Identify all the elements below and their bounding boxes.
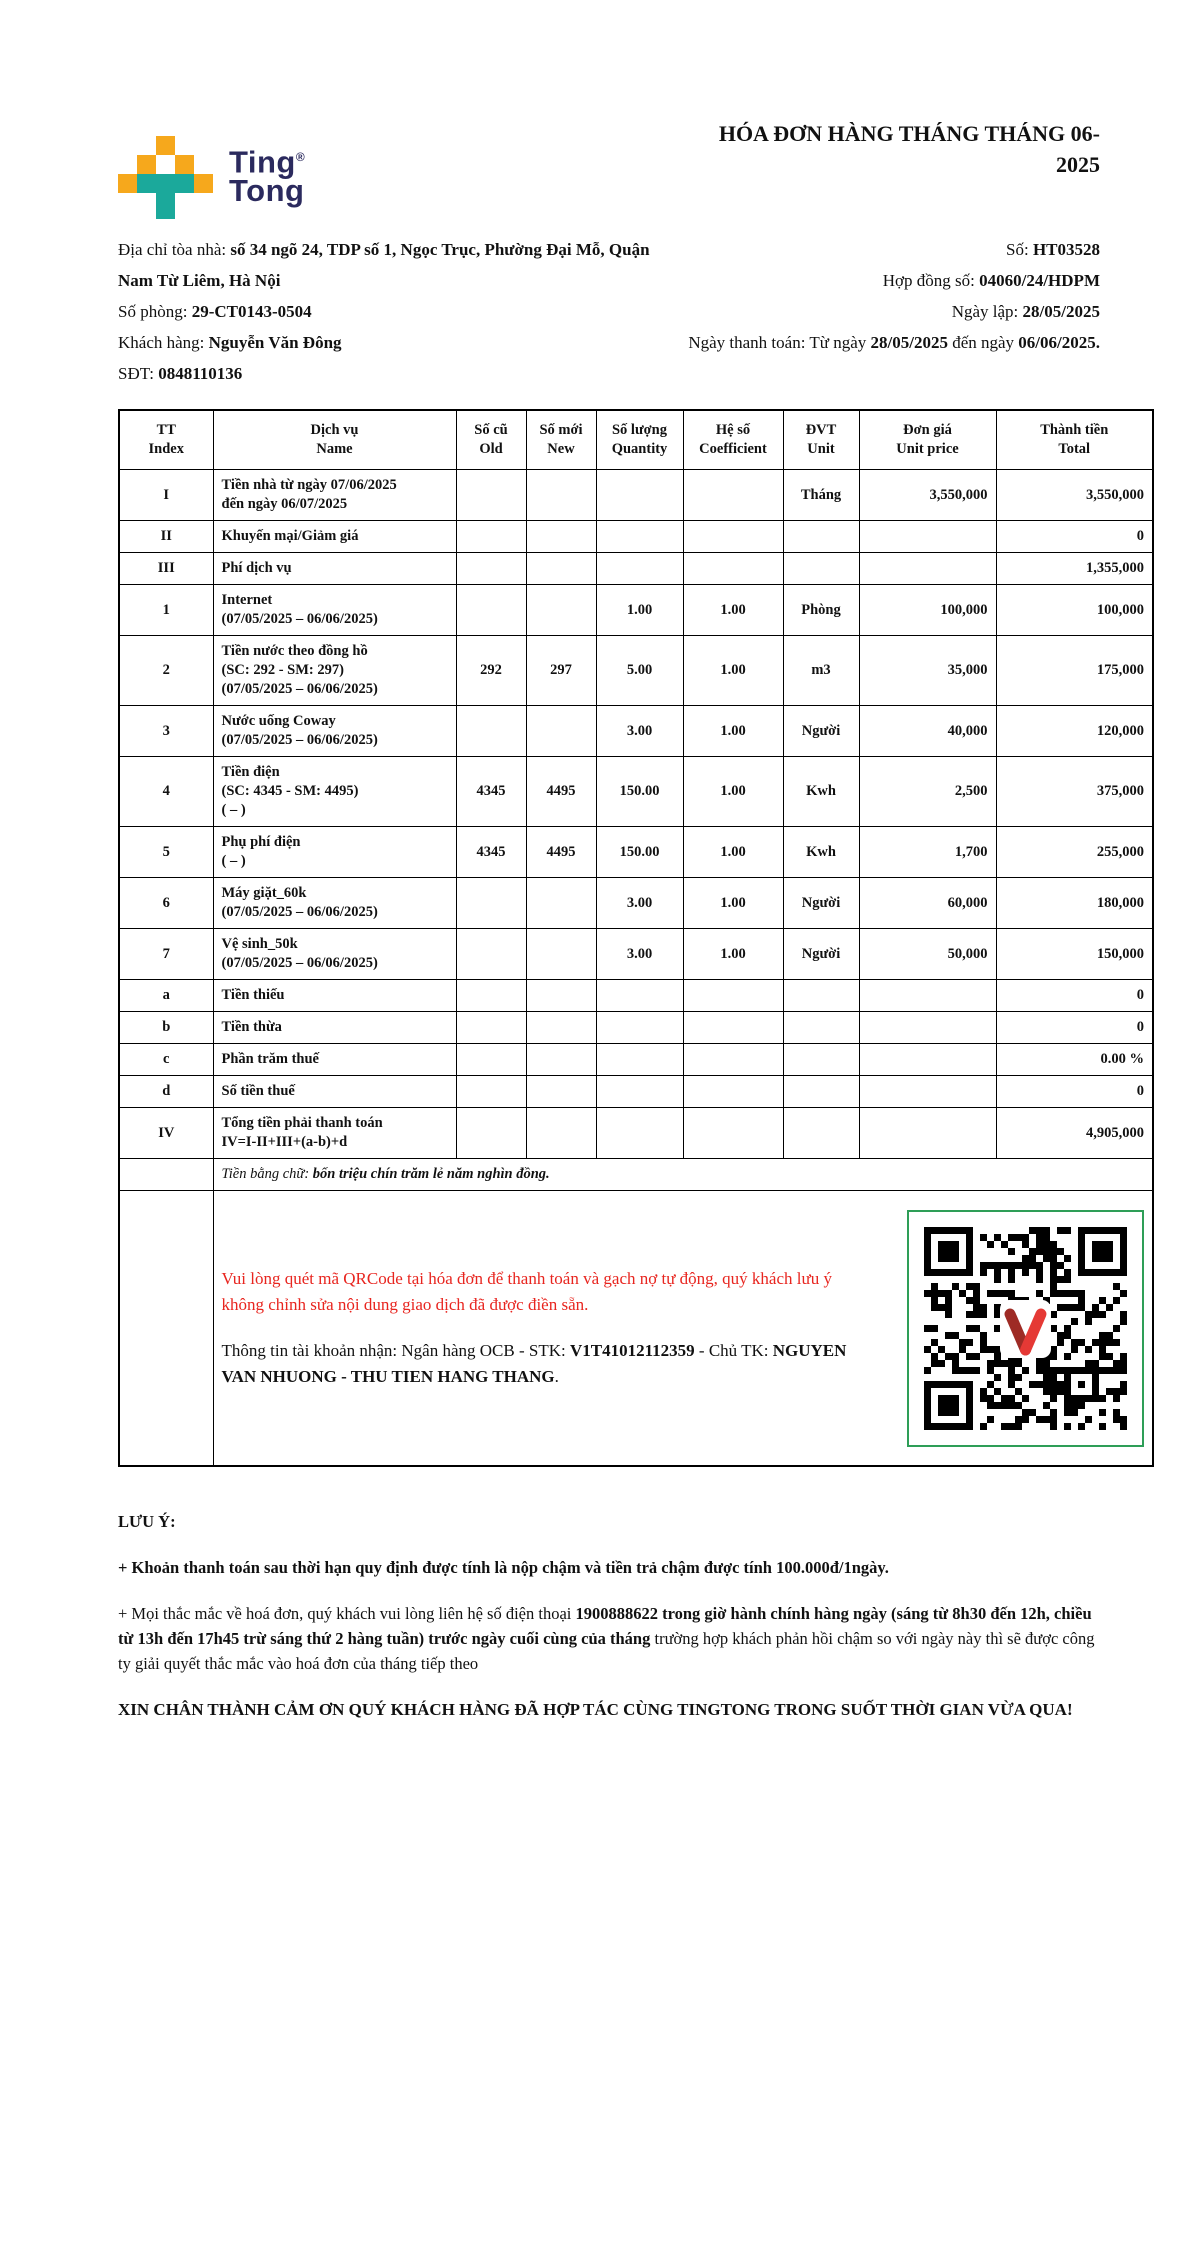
cell-service-name: Khuyến mại/Giảm giá [213, 521, 456, 553]
cell-service-name: Tổng tiền phải thanh toán IV=I-II+III+(a-b)+d [213, 1108, 456, 1159]
cell-total-amount: 0 [996, 1012, 1153, 1044]
cell-quantity [596, 1108, 683, 1159]
cell-total-amount: 0 [996, 980, 1153, 1012]
cell-unit-price [859, 1108, 996, 1159]
cell-unit: Phòng [783, 585, 859, 636]
cell-unit [783, 1044, 859, 1076]
cell-unit: Tháng [783, 470, 859, 521]
cell-new-reading [526, 1012, 596, 1044]
column-header: Số cũ Old [456, 410, 526, 470]
cell-unit-price [859, 1012, 996, 1044]
cell-unit-price: 60,000 [859, 878, 996, 929]
cell-new-reading [526, 706, 596, 757]
invoice-title-line2: 2025 [1056, 152, 1100, 177]
cell-unit [783, 1076, 859, 1108]
cell-unit-price: 35,000 [859, 636, 996, 706]
cell-unit-price [859, 980, 996, 1012]
info-line: Khách hàng: Nguyễn Văn Đông [118, 333, 342, 352]
charges-table-body [119, 470, 1153, 1159]
column-header: ĐVT Unit [783, 410, 859, 470]
cell-total-amount: 100,000 [996, 585, 1153, 636]
info-line: Ngày thanh toán: Từ ngày 28/05/2025 đến ngày 06/06/2025. [688, 333, 1100, 352]
cell-row-index: 5 [119, 827, 213, 878]
cell-quantity [596, 1012, 683, 1044]
logo-word-ting: Ting [229, 144, 296, 180]
cell-unit-price: 1,700 [859, 827, 996, 878]
cell-unit: Người [783, 878, 859, 929]
column-header: TT Index [119, 410, 213, 470]
logo-pixel [194, 174, 213, 193]
logo-pixel [175, 155, 194, 174]
cell-empty [119, 1191, 213, 1467]
table-row [119, 827, 1153, 878]
cell-coefficient [683, 1108, 783, 1159]
info-line: Số: HT03528 [1006, 240, 1100, 259]
cell-old-reading [456, 1108, 526, 1159]
table-row [119, 553, 1153, 585]
invoice-title-line1: HÓA ĐƠN HÀNG THÁNG THÁNG 06- [718, 121, 1100, 146]
cell-coefficient [683, 1012, 783, 1044]
cell-row-index: 6 [119, 878, 213, 929]
cell-quantity: 3.00 [596, 878, 683, 929]
column-header: Dịch vụ Name [213, 410, 456, 470]
cell-row-index: d [119, 1076, 213, 1108]
logo-pixel [156, 136, 175, 155]
cell-coefficient: 1.00 [683, 585, 783, 636]
cell-row-index: c [119, 1044, 213, 1076]
bank-account-info: Thông tin tài khoản nhận: Ngân hàng OCB - STK: V1T41012112359 - Chủ TK: NGUYEN VAN NHUONG - THU TIEN HANG THANG. [221, 1341, 847, 1386]
invoice-title [719, 118, 1100, 180]
cell-total-amount: 180,000 [996, 878, 1153, 929]
cell-total-amount: 255,000 [996, 827, 1153, 878]
cell-total-amount: 1,355,000 [996, 553, 1153, 585]
cell-service-name: Internet (07/05/2025 – 06/06/2025) [213, 585, 456, 636]
amount-in-words-row [119, 1159, 1153, 1191]
cell-unit-price [859, 521, 996, 553]
cell-row-index: b [119, 1012, 213, 1044]
charges-table-header [119, 410, 1153, 470]
cell-quantity [596, 521, 683, 553]
cell-new-reading [526, 878, 596, 929]
cell-unit [783, 521, 859, 553]
cell-old-reading [456, 1076, 526, 1108]
qr-row [119, 1191, 1153, 1467]
cell-old-reading [456, 1044, 526, 1076]
qr-payment-cell [213, 1191, 1153, 1467]
footer-notes [118, 1509, 1152, 1722]
cell-row-index: 4 [119, 757, 213, 827]
cell-coefficient: 1.00 [683, 878, 783, 929]
cell-new-reading [526, 553, 596, 585]
cell-new-reading [526, 1076, 596, 1108]
cell-service-name: Máy giặt_60k (07/05/2025 – 06/06/2025) [213, 878, 456, 929]
cell-total-amount: 0 [996, 1076, 1153, 1108]
cell-row-index: 1 [119, 585, 213, 636]
cell-old-reading [456, 929, 526, 980]
column-header: Thành tiền Total [996, 410, 1153, 470]
cell-quantity: 1.00 [596, 585, 683, 636]
building-customer-info [118, 234, 683, 389]
cell-service-name: Vệ sinh_50k (07/05/2025 – 06/06/2025) [213, 929, 456, 980]
cell-unit: Kwh [783, 757, 859, 827]
cell-coefficient [683, 1044, 783, 1076]
table-row [119, 1044, 1153, 1076]
qr-code-image [924, 1227, 1127, 1430]
cell-row-index: a [119, 980, 213, 1012]
cell-service-name: Tiền thiếu [213, 980, 456, 1012]
table-row [119, 757, 1153, 827]
cell-new-reading [526, 521, 596, 553]
info-line: Hợp đồng số: 04060/24/HDPM [882, 271, 1100, 290]
payment-instructions [222, 1266, 850, 1390]
cell-total-amount: 3,550,000 [996, 470, 1153, 521]
cell-quantity [596, 553, 683, 585]
cell-unit-price: 40,000 [859, 706, 996, 757]
table-row [119, 1012, 1153, 1044]
cell-new-reading [526, 929, 596, 980]
cell-service-name: Tiền điện (SC: 4345 - SM: 4495) ( – ) [213, 757, 456, 827]
cell-service-name: Tiền nước theo đồng hồ (SC: 292 - SM: 297) (07/05/2025 – 06/06/2025) [213, 636, 456, 706]
cell-coefficient [683, 470, 783, 521]
cell-quantity: 3.00 [596, 706, 683, 757]
cell-new-reading: 297 [526, 636, 596, 706]
logo-word-tong: Tong [229, 173, 305, 209]
cell-old-reading [456, 553, 526, 585]
cell-unit-price [859, 1044, 996, 1076]
cell-total-amount: 150,000 [996, 929, 1153, 980]
cell-quantity: 150.00 [596, 827, 683, 878]
cell-total-amount: 4,905,000 [996, 1108, 1153, 1159]
table-row [119, 470, 1153, 521]
column-header: Số lượng Quantity [596, 410, 683, 470]
table-row [119, 585, 1153, 636]
cell-old-reading [456, 878, 526, 929]
cell-new-reading: 4495 [526, 827, 596, 878]
amount-in-words-value: bốn triệu chín trăm lẻ năm nghìn đồng. [312, 1166, 550, 1182]
late-payment-note: + Khoản thanh toán sau thời hạn quy định được tính là nộp chậm và tiền trả chậm được tính 100.000đ/1ngày. [118, 1558, 889, 1577]
qr-code [907, 1210, 1144, 1447]
cell-row-index: 2 [119, 636, 213, 706]
cell-unit-price: 3,550,000 [859, 470, 996, 521]
cell-unit: Người [783, 706, 859, 757]
cell-new-reading [526, 980, 596, 1012]
cell-coefficient: 1.00 [683, 827, 783, 878]
logo-pixel [118, 174, 137, 193]
info-line: Địa chỉ tòa nhà: số 34 ngõ 24, TDP số 1, Ngọc Trục, Phường Đại Mỗ, Quận Nam Từ Liêm, Hà Nội [118, 240, 650, 290]
cell-total-amount: 175,000 [996, 636, 1153, 706]
cell-unit-price: 2,500 [859, 757, 996, 827]
cell-new-reading [526, 470, 596, 521]
table-row [119, 1076, 1153, 1108]
logo-pixel [156, 193, 175, 219]
cell-quantity [596, 470, 683, 521]
cell-row-index: 7 [119, 929, 213, 980]
table-row [119, 878, 1153, 929]
cell-coefficient [683, 980, 783, 1012]
cell-unit [783, 980, 859, 1012]
column-header: Hệ số Coefficient [683, 410, 783, 470]
contact-note: + Mọi thắc mắc về hoá đơn, quý khách vui lòng liên hệ số điện thoại 1900888622 trong giờ hành chính hàng ngày (sáng từ 8h30 đến 12h, chiều từ 13h đến 17h45 trừ sáng thứ 2 hàng tuần) trước ngày cuối cùng của tháng trường hợp khách phản hồi chậm so với ngày này thì sẽ được công ty giải quyết thắc mắc vào hoá đơn của tháng tiếp theo [118, 1604, 1095, 1673]
info-line: SĐT: 0848110136 [118, 364, 243, 383]
cell-coefficient: 1.00 [683, 929, 783, 980]
amount-in-words-label: Tiền bằng chữ: [221, 1166, 313, 1182]
tingtong-logo-text [229, 143, 306, 209]
cell-old-reading: 4345 [456, 827, 526, 878]
cell-old-reading: 292 [456, 636, 526, 706]
tingtong-logo [118, 136, 305, 212]
cell-new-reading [526, 1108, 596, 1159]
cell-unit: m3 [783, 636, 859, 706]
info-line: Số phòng: 29-CT0143-0504 [118, 302, 312, 321]
cell-coefficient [683, 1076, 783, 1108]
cell-coefficient: 1.00 [683, 706, 783, 757]
cell-unit [783, 553, 859, 585]
cell-old-reading [456, 980, 526, 1012]
thank-you-note: XIN CHÂN THÀNH CẢM ƠN QUÝ KHÁCH HÀNG ĐÃ HỢP TÁC CÙNG TINGTONG TRONG SUỐT THỜI GIAN VỪA QUA! [118, 1700, 1073, 1719]
cell-service-name: Phí dịch vụ [213, 553, 456, 585]
cell-service-name: Tiền nhà từ ngày 07/06/2025 đến ngày 06/07/2025 [213, 470, 456, 521]
cell-coefficient [683, 553, 783, 585]
cell-empty [119, 1159, 213, 1191]
cell-total-amount: 0.00 % [996, 1044, 1153, 1076]
cell-coefficient [683, 521, 783, 553]
table-row [119, 929, 1153, 980]
invoice-meta-info [688, 234, 1100, 389]
cell-service-name: Phụ phí điện ( – ) [213, 827, 456, 878]
cell-quantity [596, 1044, 683, 1076]
cell-unit: Kwh [783, 827, 859, 878]
cell-unit: Người [783, 929, 859, 980]
cell-total-amount: 120,000 [996, 706, 1153, 757]
logo-pixel [137, 155, 156, 174]
notes-heading: LƯU Ý: [118, 1512, 176, 1531]
cell-total-amount: 375,000 [996, 757, 1153, 827]
column-header: Đơn giá Unit price [859, 410, 996, 470]
tingtong-logo-icon [118, 136, 213, 212]
cell-unit-price [859, 1076, 996, 1108]
cell-row-index: II [119, 521, 213, 553]
cell-old-reading [456, 470, 526, 521]
cell-coefficient: 1.00 [683, 636, 783, 706]
table-row [119, 521, 1153, 553]
cell-service-name: Số tiền thuế [213, 1076, 456, 1108]
cell-new-reading [526, 1044, 596, 1076]
logo-pixel [137, 174, 194, 193]
amount-in-words-cell [213, 1159, 1153, 1191]
cell-quantity: 150.00 [596, 757, 683, 827]
cell-unit-price: 50,000 [859, 929, 996, 980]
cell-quantity [596, 980, 683, 1012]
column-header: Số mới New [526, 410, 596, 470]
cell-unit [783, 1012, 859, 1044]
invoice-info [118, 234, 1152, 389]
table-row [119, 1108, 1153, 1159]
cell-new-reading: 4495 [526, 757, 596, 827]
cell-old-reading [456, 585, 526, 636]
cell-row-index: 3 [119, 706, 213, 757]
cell-old-reading [456, 521, 526, 553]
cell-unit-price: 100,000 [859, 585, 996, 636]
table-row [119, 636, 1153, 706]
cell-quantity: 3.00 [596, 929, 683, 980]
registered-mark: ® [295, 149, 306, 164]
cell-service-name: Nước uống Coway (07/05/2025 – 06/06/2025) [213, 706, 456, 757]
info-line: Ngày lập: 28/05/2025 [951, 302, 1100, 321]
cell-old-reading [456, 706, 526, 757]
table-row [119, 706, 1153, 757]
qr-scan-warning: Vui lòng quét mã QRCode tại hóa đơn để thanh toán và gạch nợ tự động, quý khách lưu ý không chỉnh sửa nội dung giao dịch đã được điền sẵn. [221, 1269, 832, 1314]
cell-quantity: 5.00 [596, 636, 683, 706]
charges-table-extra [119, 1159, 1153, 1467]
cell-coefficient: 1.00 [683, 757, 783, 827]
charges-table [118, 409, 1154, 1467]
cell-service-name: Phần trăm thuế [213, 1044, 456, 1076]
cell-row-index: III [119, 553, 213, 585]
cell-unit [783, 1108, 859, 1159]
header-row [119, 410, 1153, 470]
header [118, 112, 1152, 212]
cell-old-reading: 4345 [456, 757, 526, 827]
table-row [119, 980, 1153, 1012]
cell-row-index: I [119, 470, 213, 521]
cell-service-name: Tiền thừa [213, 1012, 456, 1044]
cell-unit-price [859, 553, 996, 585]
cell-row-index: IV [119, 1108, 213, 1159]
cell-quantity [596, 1076, 683, 1108]
cell-new-reading [526, 585, 596, 636]
cell-old-reading [456, 1012, 526, 1044]
cell-total-amount: 0 [996, 521, 1153, 553]
